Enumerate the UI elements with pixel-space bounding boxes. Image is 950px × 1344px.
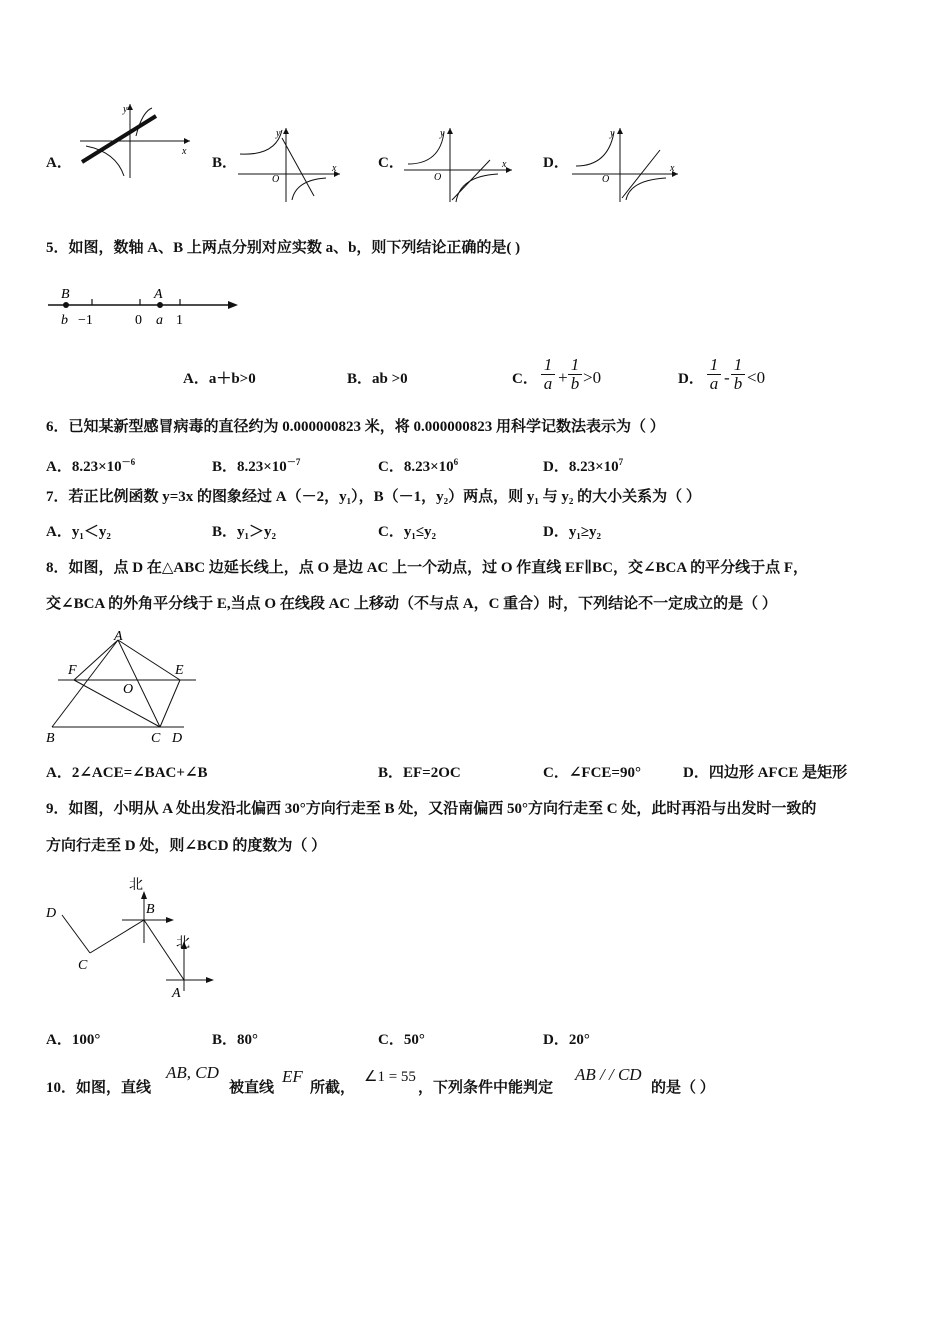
point-b-label: B [146, 902, 155, 917]
q5-stem: 5．如图，数轴 A、B 上两点分别对应实数 a、b，则下列结论正确的是( ) [46, 240, 521, 256]
point-d-label: D [46, 906, 57, 921]
q5-option-d-relation: <0 [747, 368, 766, 387]
q9-option-d: D．20° [543, 1032, 590, 1048]
point-b-label: B [61, 287, 70, 302]
q4-graph-d [570, 124, 685, 204]
q8-stem-line2: 交∠BCA 的外角平分线于 E,当点 O 在线段 AC 上移动（不与点 A，C 重合）时，下列结论不一定成立的是（ ） [46, 596, 777, 612]
q6-option-c [378, 452, 458, 477]
exponent: 7 [618, 457, 624, 467]
value-b-label: b [61, 313, 68, 328]
tick-one-label: 1 [176, 313, 183, 328]
q4-graph-a [78, 100, 198, 182]
point-f-label: F [68, 663, 77, 678]
axis-x-label: x [502, 159, 507, 170]
option-text: B．8.23×10 [212, 459, 287, 475]
q7-stem: 7．若正比例函数 y=3x 的图象经过 A（－2，y₁），B（－1，y₂）两点，则 y₁ 与 y₂ 的大小关系为（ ） [46, 489, 701, 505]
option-text: D．8.23×10 [543, 459, 619, 475]
axis-x-label: x [332, 163, 337, 174]
exponent: 6 [453, 457, 459, 467]
q9-stem-line1: 9．如图，小明从 A 处出发沿北偏西 30°方向行走至 B 处，又沿南偏西 50°方向行走至 C 处，此时再沿与出发时一致的 [46, 801, 817, 817]
point-o-label: O [123, 682, 134, 697]
option-text: C．8.23×10 [378, 459, 454, 475]
q6-option-a [46, 452, 135, 477]
north-label-a: 北 [176, 936, 190, 951]
q10-suffix: 的是（ ） [651, 1080, 715, 1096]
exponent: －7 [286, 457, 301, 467]
axis-y-label: y [440, 128, 445, 139]
point-c-label: C [78, 958, 88, 973]
q9-stem-line2: 方向行走至 D 处，则∠BCD 的度数为（ ） [46, 838, 327, 854]
tick-zero-label: 0 [135, 313, 142, 328]
frac-numerator: 1 [570, 355, 580, 374]
q5-number-line [46, 284, 242, 332]
frac-denominator: b [731, 374, 745, 393]
q10-line-ef: EF [282, 1067, 303, 1086]
origin-label: O [434, 172, 442, 183]
q5-option-c-relation: >0 [583, 368, 602, 387]
q8-option-c: C．∠FCE=90° [543, 765, 641, 781]
q6-stem: 6．已知某新型感冒病毒的直径约为 0.000000823 米，将 0.000000823 用科学记数法表示为（ ） [46, 419, 665, 435]
q8-option-b: B．EF=2OC [378, 765, 461, 781]
value-a-label: a [156, 313, 163, 328]
q10-condition: ，下列条件中能判定 [418, 1080, 554, 1096]
q9-direction-figure [44, 873, 219, 1003]
axis-y-label: y [610, 128, 615, 139]
point-a-label: A [154, 287, 163, 302]
q7-option-a: A．y₁＜y₂ [46, 524, 111, 540]
q7-option-c: C．y₁≤y₂ [378, 524, 437, 540]
vertex-b-label: B [46, 731, 55, 746]
axis-x-label: x [670, 163, 675, 174]
frac-numerator: 1 [733, 355, 743, 374]
q10-angle: ∠1 = 55 [364, 1069, 416, 1085]
origin-label: O [602, 174, 610, 185]
q5-option-b: B．ab >0 [347, 371, 408, 387]
frac-denominator: a [541, 374, 555, 393]
q4-graph-c [402, 124, 522, 204]
q5-option-a: A．a＋b>0 [183, 371, 256, 387]
q9-option-c: C．50° [378, 1032, 425, 1048]
exponent: －6 [121, 457, 136, 467]
q6-option-b [212, 452, 300, 477]
q5-option-c-frac1 [541, 356, 555, 393]
tick-minus-one-label: −1 [78, 313, 93, 328]
point-e-label: E [175, 663, 184, 678]
q5-option-d-frac1 [707, 356, 721, 393]
q10-parallel: AB / / CD [575, 1065, 642, 1084]
q5-option-c-plus: + [557, 368, 569, 387]
axis-x-label: x [182, 146, 187, 157]
q4-option-d-label: D． [543, 155, 569, 171]
q5-option-d-minus: - [724, 368, 730, 387]
axis-y-label: y [276, 128, 281, 139]
q8-option-d: D．四边形 AFCE 是矩形 [683, 765, 848, 781]
q10-lines-ab-cd: AB, CD [166, 1063, 219, 1082]
frac-denominator: b [568, 374, 582, 393]
option-text: A．8.23×10 [46, 459, 122, 475]
q8-triangle-figure [44, 628, 196, 748]
axis-y-label: y [123, 104, 128, 115]
q9-option-a: A．100° [46, 1032, 101, 1048]
q4-option-a-label: A． [46, 155, 72, 171]
point-a-label: A [172, 986, 181, 1001]
q7-option-b: B．y₁＞y₂ [212, 524, 276, 540]
q9-option-b: B．80° [212, 1032, 259, 1048]
q10-cut: 所截， [310, 1080, 356, 1096]
q5-option-d-label: D． [678, 371, 704, 387]
point-d-label: D [172, 731, 183, 746]
q10-cut-by: 被直线 [229, 1080, 275, 1096]
frac-denominator: a [707, 374, 721, 393]
q10-prefix: 10．如图，直线 [46, 1080, 152, 1096]
q4-option-b-label: B． [212, 155, 238, 171]
q7-option-d: D．y₁≥y₂ [543, 524, 602, 540]
vertex-c-label: C [151, 731, 161, 746]
q8-stem-line1: 8．如图，点 D 在△ABC 边延长线上，点 O 是边 AC 上一个动点，过 O 作直线 EF∥BC，交∠BCA 的平分线于点 F， [46, 560, 809, 576]
north-label-b: 北 [129, 878, 143, 893]
q5-option-c-frac2 [568, 356, 582, 393]
q6-option-d [543, 452, 623, 477]
q4-graph-b [236, 124, 346, 204]
origin-label: O [272, 174, 280, 185]
q8-option-a: A．2∠ACE=∠BAC+∠B [46, 765, 208, 781]
frac-numerator: 1 [543, 355, 553, 374]
frac-numerator: 1 [709, 355, 719, 374]
q5-option-c-label: C． [512, 371, 538, 387]
vertex-a-label: A [114, 629, 123, 644]
q5-option-d-frac2 [731, 356, 745, 393]
q4-option-c-label: C． [378, 155, 404, 171]
